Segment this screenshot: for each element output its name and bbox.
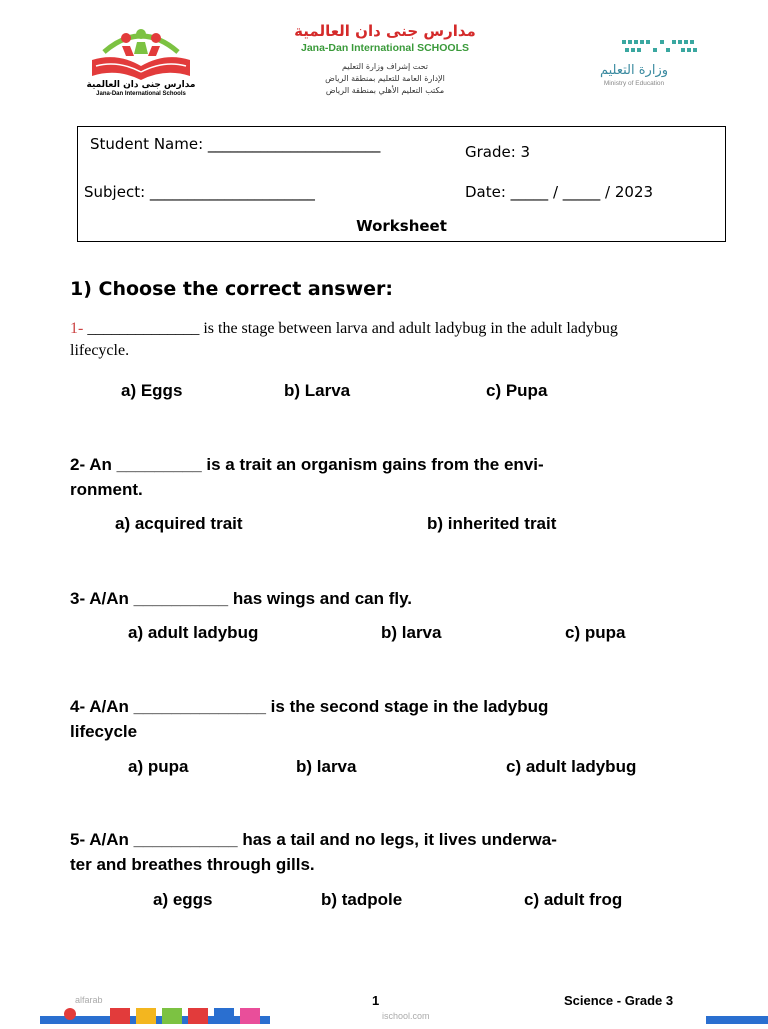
q5-option-a[interactable]: a) eggs bbox=[153, 890, 213, 909]
question-1-text: ______________ is the stage between larva and adult ladybug in the adult ladybug lifecycle. bbox=[70, 320, 618, 359]
q4-option-b[interactable]: b) larva bbox=[296, 757, 357, 776]
question-3-line-1: 3- A/An __________ has wings and can fly. bbox=[70, 589, 413, 608]
q3-option-b[interactable]: b) larva bbox=[381, 623, 442, 642]
date-field[interactable]: Date: _____ / _____ / 2023 bbox=[465, 183, 654, 201]
question-4-line-1: 4- A/An ______________ is the second stage in the ladybug bbox=[70, 697, 549, 716]
q2-option-a[interactable]: a) acquired trait bbox=[115, 514, 243, 533]
watermark-top: alfarab bbox=[75, 995, 103, 1005]
q1-option-c[interactable]: c) Pupa bbox=[486, 381, 548, 400]
question-1 bbox=[70, 318, 680, 362]
footer-logo-icon bbox=[40, 1002, 270, 1024]
school-name-english: Jana-Dan International SCHOOLS bbox=[300, 42, 470, 54]
section-title: 1) Choose the correct answer: bbox=[70, 278, 393, 300]
question-4-line-2: lifecycle bbox=[70, 722, 138, 741]
question-1-number: 1- bbox=[70, 320, 84, 337]
grade-label: Grade: 3 bbox=[465, 143, 531, 161]
question-5-line-2: ter and breathes through gills. bbox=[70, 855, 315, 874]
q1-option-a[interactable]: a) Eggs bbox=[121, 381, 183, 400]
q4-option-c[interactable]: c) adult ladybug bbox=[506, 757, 637, 776]
logo-arabic-name: مدارس جنى دان العالمية bbox=[86, 80, 196, 90]
q5-option-b[interactable]: b) tadpole bbox=[321, 890, 403, 909]
footer-bar bbox=[706, 1016, 768, 1024]
question-2-line-1: 2- An _________ is a trait an organism gains from the envi- bbox=[70, 455, 544, 474]
page-number: 1 bbox=[372, 993, 380, 1008]
ministry-name-arabic: وزارة التعليم bbox=[599, 63, 669, 78]
ministry-name-english: Ministry of Education bbox=[603, 80, 665, 87]
watermark-bottom: ischool.com bbox=[382, 1011, 430, 1021]
supervision-line: تحت إشراف وزارة التعليم bbox=[341, 62, 429, 71]
q2-option-b[interactable]: b) inherited trait bbox=[427, 514, 557, 533]
office-line: مكتب التعليم الأهلي بمنطقة الرياض bbox=[325, 86, 445, 95]
logo-english-name: Jana-Dan International Schools bbox=[96, 91, 186, 97]
q3-option-c[interactable]: c) pupa bbox=[565, 623, 626, 642]
directorate-line: الإدارة العامة للتعليم بمنطقة الرياض bbox=[325, 74, 445, 83]
q1-option-b[interactable]: b) Larva bbox=[284, 381, 351, 400]
footer-logo bbox=[40, 1002, 270, 1024]
question-5-line-1: 5- A/An ___________ has a tail and no legs, it lives underwa- bbox=[70, 830, 557, 849]
q4-option-a[interactable]: a) pupa bbox=[128, 757, 189, 776]
q3-option-a[interactable]: a) adult ladybug bbox=[128, 623, 259, 642]
worksheet-title: Worksheet bbox=[356, 217, 447, 235]
question-2-line-2: ronment. bbox=[70, 480, 143, 499]
school-name-arabic: مدارس جنى دان العالمية bbox=[294, 22, 476, 40]
ministry-logo-icon bbox=[620, 36, 700, 58]
q5-option-c[interactable]: c) adult frog bbox=[524, 890, 623, 909]
footer-subject-grade: Science - Grade 3 bbox=[564, 993, 674, 1008]
subject-field[interactable]: Subject: ______________________ bbox=[84, 183, 315, 201]
school-logo bbox=[82, 22, 200, 98]
student-name-field[interactable]: Student Name: _______________________ bbox=[90, 135, 381, 153]
